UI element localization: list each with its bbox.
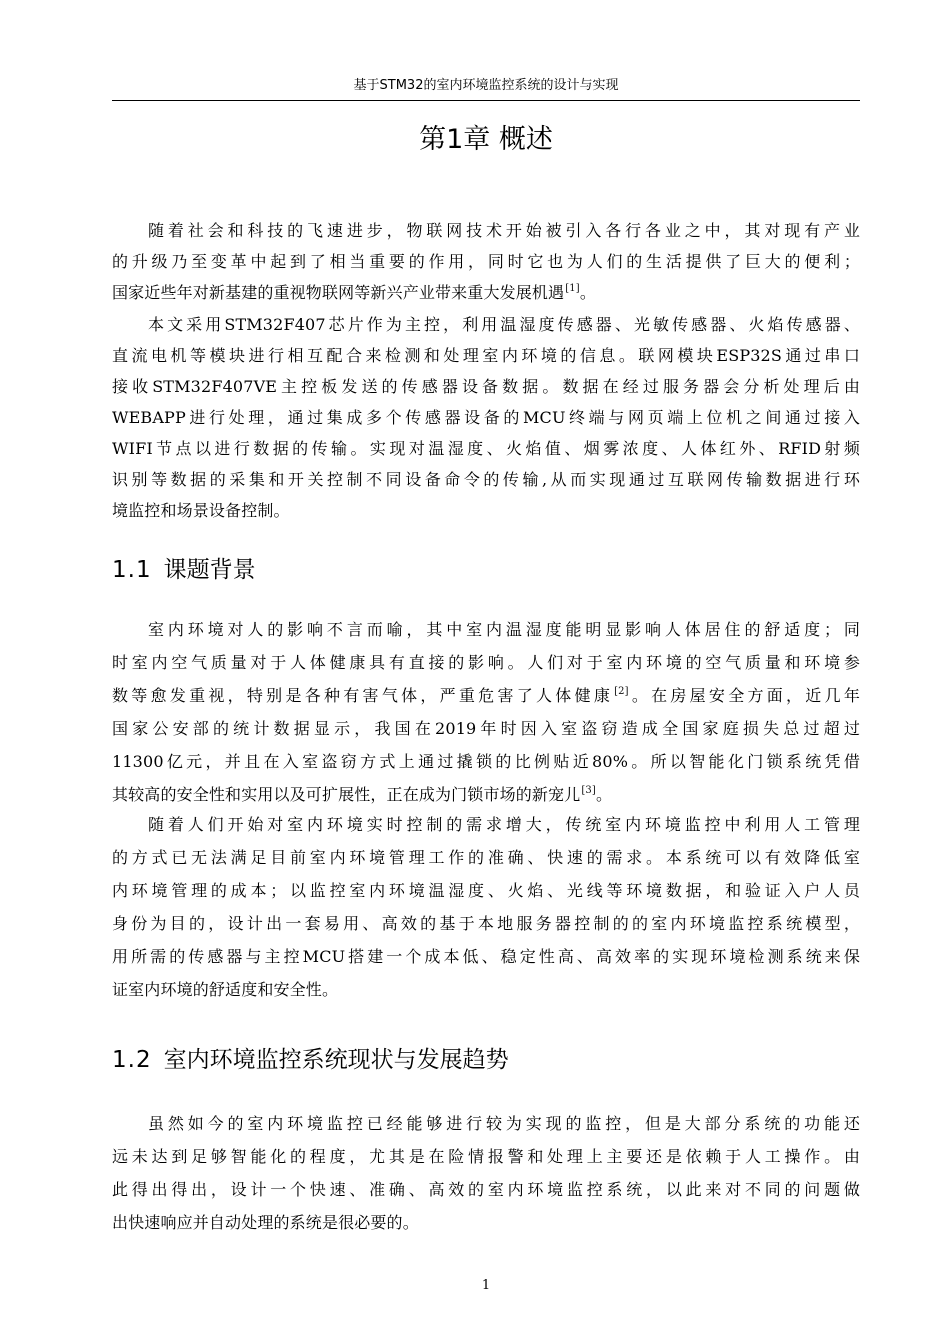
paragraph-line: 用所需的传感器与主控MCU搭建一个成本低、稳定性高、高效率的实现环境检测系统来保 xyxy=(112,947,860,966)
paragraph-line: WIFI节点以进行数据的传输。实现对温湿度、火焰值、烟雾浓度、人体红外、RFID射频 xyxy=(112,439,860,458)
paragraph-line: 此得出得出，设计一个快速、准确、高效的室内环境监控系统，以此来对不同的问题做 xyxy=(112,1180,860,1199)
paragraph-line: 随着人们开始对室内环境实时控制的需求增大，传统室内环境监控中利用人工管理 xyxy=(148,815,860,834)
paragraph-text: 。 xyxy=(579,283,596,302)
paragraph-text: 。在房屋安全方面，近几年 xyxy=(628,686,860,705)
paragraph-line: 内环境管理的成本；以监控室内环境温湿度、火焰、光线等环境数据，和验证入户人员 xyxy=(112,881,860,900)
citation-ref[interactable]: [3] xyxy=(581,785,596,796)
intro-paragraph-1 xyxy=(112,215,860,308)
paragraph-line: 接收STM32F407VE主控板发送的传感器设备数据。数据在经过服务器会分析处理后由 xyxy=(112,377,860,396)
section-heading-1-2 xyxy=(112,1043,860,1077)
citation-ref[interactable]: [1] xyxy=(565,283,580,294)
paragraph-line: 远未达到足够智能化的程度，尤其是在险情报警和处理上主要还是依赖于人工操作。由 xyxy=(112,1147,860,1166)
paragraph-line: 的升级乃至变革中起到了相当重要的作用，同时它也为人们的生活提供了巨大的便利； xyxy=(112,252,860,271)
paragraph-line: 国家公安部的统计数据显示，我国在2019年时因入室盗窃造成全国家庭损失总过超过 xyxy=(112,719,860,738)
paragraph-line: 室内环境对人的影响不言而喻，其中室内温湿度能明显影响人体居住的舒适度；同 xyxy=(148,620,860,639)
chapter-title: 第1章 概述 xyxy=(419,124,553,155)
paragraph-line xyxy=(112,778,860,811)
paragraph-line: 本文采用STM32F407芯片作为主控，利用温湿度传感器、光敏传感器、火焰传感器、 xyxy=(148,315,860,334)
intro-paragraph-2 xyxy=(112,309,860,526)
section-1-2-paragraph-1 xyxy=(112,1107,860,1239)
paragraph-line: 证室内环境的舒适度和安全性。 xyxy=(112,980,339,999)
paragraph-text: 数等愈发重视，特别是各种有害气体，严重危害了人体健康 xyxy=(112,686,614,705)
paragraph-text: 。 xyxy=(595,785,613,804)
section-number: 1.1 xyxy=(112,557,152,583)
section-heading-1-1 xyxy=(112,553,860,587)
paragraph-line xyxy=(112,679,860,712)
paragraph-line: 境监控和场景设备控制。 xyxy=(112,501,290,520)
section-title-text: 室内环境监控系统现状与发展趋势 xyxy=(163,1047,509,1073)
paragraph-line: 随着社会和科技的飞速进步，物联网技术开始被引入各行各业之中，其对现有产业 xyxy=(148,221,860,240)
paragraph-line: 出快速响应并自动处理的系统是很必要的。 xyxy=(112,1213,419,1232)
running-header: 基于STM32的室内环境监控系统的设计与实现 xyxy=(353,78,619,93)
paragraph-line: 身份为目的，设计出一套易用、高效的基于本地服务器控制的的室内环境监控系统模型， xyxy=(112,914,860,933)
paragraph-line xyxy=(112,277,860,308)
header-rule xyxy=(112,100,860,101)
section-1-1-paragraph-1 xyxy=(112,613,860,811)
paragraph-line: 识别等数据的采集和开关控制不同设备命令的传输,从而实现通过互联网传输数据进行环 xyxy=(112,470,860,489)
section-title-text: 课题背景 xyxy=(163,557,256,583)
section-number: 1.2 xyxy=(112,1047,152,1073)
citation-ref[interactable]: [2] xyxy=(614,686,629,697)
section-1-1-paragraph-2 xyxy=(112,808,860,1006)
page-number: 1 xyxy=(481,1278,491,1293)
paragraph-line: 11300亿元，并且在入室盗窃方式上通过撬锁的比例贴近80%。所以智能化门锁系统凭借 xyxy=(112,752,860,771)
paragraph-text: 国家近些年对新基建的重视物联网等新兴产业带来重大发展机遇 xyxy=(112,283,565,302)
paragraph-line: 时室内空气质量对于人体健康具有直接的影响。人们对于室内环境的空气质量和环境参 xyxy=(112,653,860,672)
paragraph-line: WEBAPP进行处理，通过集成多个传感器设备的MCU终端与网页端上位机之间通过接入 xyxy=(112,408,860,427)
paragraph-line: 虽然如今的室内环境监控已经能够进行较为实现的监控，但是大部分系统的功能还 xyxy=(148,1114,860,1133)
paragraph-line: 的方式已无法满足目前室内环境管理工作的准确、快速的需求。本系统可以有效降低室 xyxy=(112,848,860,867)
paragraph-line: 直流电机等模块进行相互配合来检测和处理室内环境的信息。联网模块ESP32S通过串口 xyxy=(112,346,860,365)
paragraph-text: 其较高的安全性和实用以及可扩展性，正在成为门锁市场的新宠儿 xyxy=(112,785,581,804)
